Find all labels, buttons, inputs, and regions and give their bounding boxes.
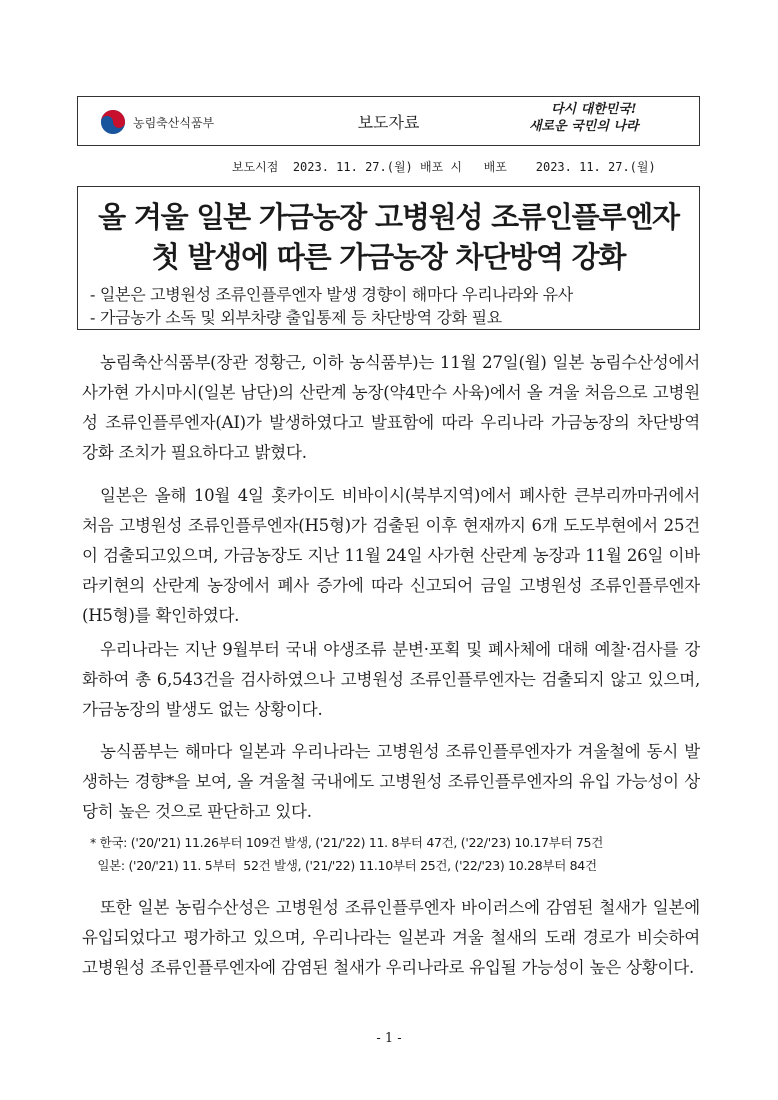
headline-line-1: 올 겨울 일본 가금농장 고병원성 조류인플루엔자 <box>98 200 679 234</box>
page-number: - 1 - <box>376 1031 402 1046</box>
release-info: 보도시점 2023. 11. 27.(월) 배포 시 배포 2023. 11. 27.(월) <box>232 160 656 174</box>
title-box <box>77 186 700 330</box>
body-paragraph-5: 또한 일본 농림수산성은 고병원성 조류인플루엔자 바이러스에 감염된 철새가 일본에 유입되었다고 평가하고 있으며, 우리나라는 일본과 겨울 철새의 도래 경로가 비슷하여 고병원성 조류인플루엔자에 감염된 철새가 우리나라로 유입될 가능성이 높은 상황이다. <box>82 898 700 977</box>
slogan-line-2: 새로운 국민의 나라 <box>529 119 639 134</box>
slogan-calligraphy <box>529 101 679 141</box>
body-paragraph-1: 농림축산식품부(장관 정황근, 이하 농식품부)는 11월 27일(월) 일본 농림수산성에서 사가현 가시마시(일본 남단)의 산란계 농장(약4만수 사육)에서 올 겨울 처음으로 고병원성 조류인플루엔자(AI)가 발생하였다고 발표함에 따라 우리나라 가금농장의 차단방역 강화 조치가 필요하다고 밝혔다. <box>82 353 700 462</box>
footnote-korea: * 한국: ('20/'21) 11.26부터 109건 발생, ('21/'22) 11. 8부터 47건, ('22/'23) 10.17부터 75건 <box>90 835 603 850</box>
headline-line-2: 첫 발생에 따른 가금농장 차단방역 강화 <box>151 240 626 274</box>
subtitle-2: - 가금농가 소독 및 외부차량 출입통제 등 차단방역 강화 필요 <box>90 308 502 327</box>
footnote-japan: 일본: ('20/'21) 11. 5부터 52건 발생, ('21/'22) 11.10부터 25건, ('22/'23) 10.28부터 84건 <box>90 858 597 873</box>
ministry-name: 농림축산식품부 <box>133 115 215 130</box>
document-type: 보도자료 <box>357 113 420 132</box>
subtitle-1: - 일본은 고병원성 조류인플루엔자 발생 경향이 해마다 우리나라와 유사 <box>90 285 573 304</box>
body-paragraph-3: 우리나라는 지난 9월부터 국내 야생조류 분변·포획 및 폐사체에 대해 예찰·검사를 강화하여 총 6,543건을 검사하였으나 고병원성 조류인플루엔자는 검출되지 않고 있으며, 가금농장의 발생도 없는 상황이다. <box>82 640 700 719</box>
slogan-line-1: 다시 대한민국! <box>551 102 637 117</box>
header-box <box>77 96 700 146</box>
body-paragraph-4: 농식품부는 해마다 일본과 우리나라는 고병원성 조류인플루엔자가 겨울철에 동시 발생하는 경향*을 보여, 올 겨울철 국내에도 고병원성 조류인플루엔자의 유입 가능성이 상당히 높은 것으로 판단하고 있다. <box>82 742 700 821</box>
body-paragraph-2: 일본은 올해 10월 4일 홋카이도 비바이시(북부지역)에서 폐사한 큰부리까마귀에서 처음 고병원성 조류인플루엔자(H5형)가 검출된 이후 현재까지 6개 도도부현에서 25건이 검출되고있으며, 가금농장도 지난 11월 24일 사가현 산란계 농장과 11월 26일 이바라키현의 산란계 농장에서 폐사 증가에 따라 신고되어 금일 고병원성 조류인플루엔자(H5형)를 확인하였다. <box>82 486 700 625</box>
